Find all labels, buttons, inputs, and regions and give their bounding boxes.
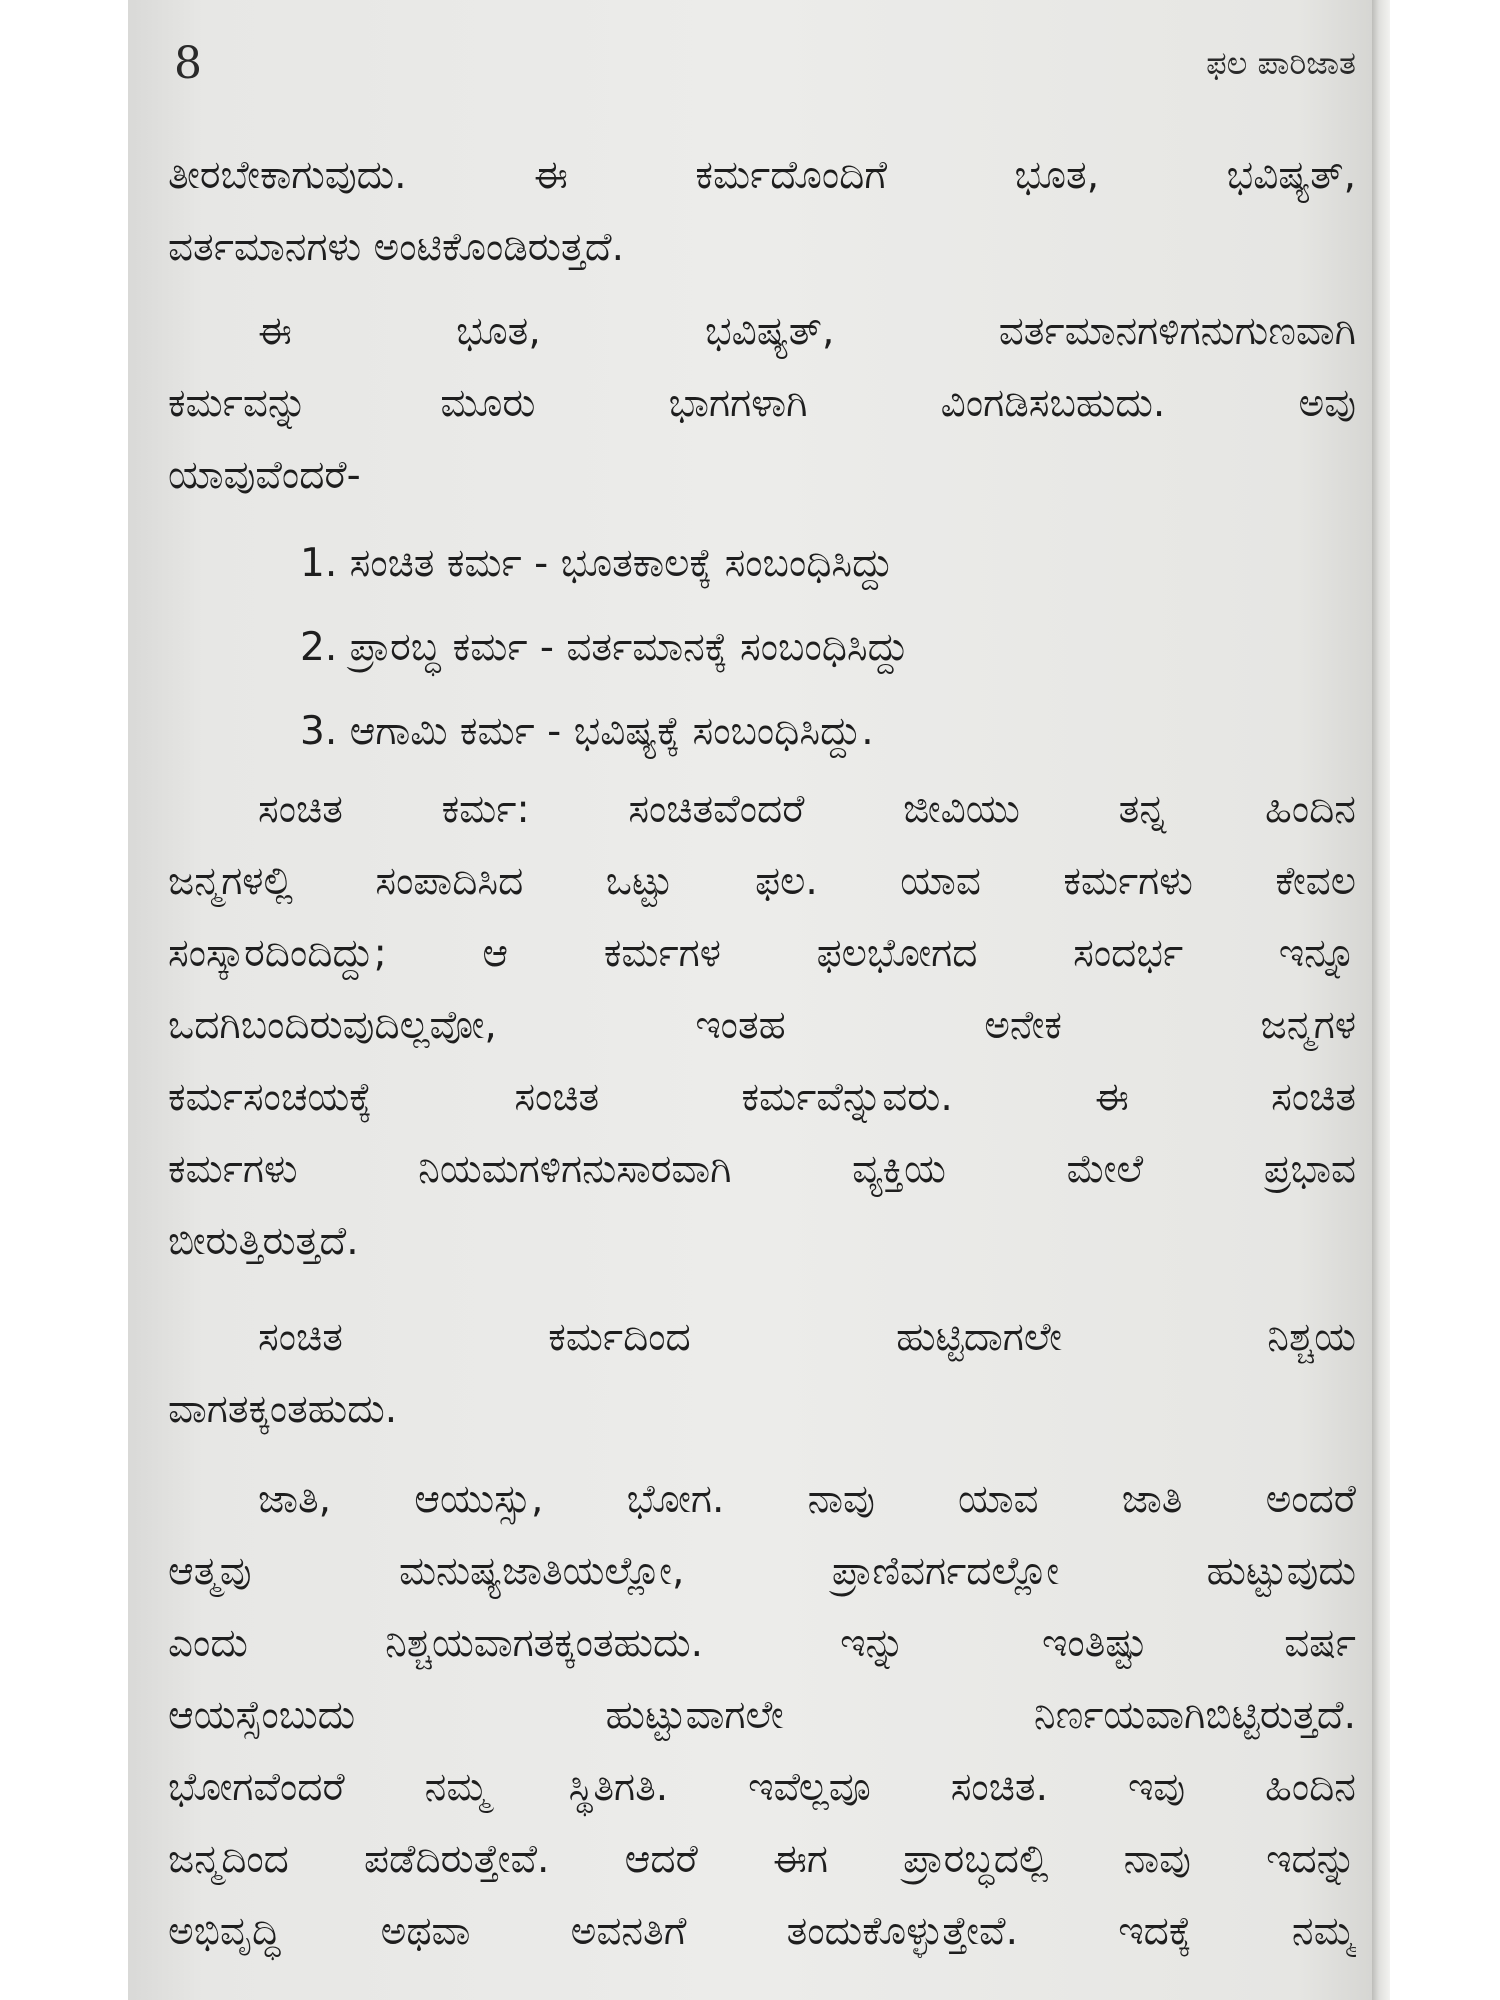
- text-line: ಜನ್ಮಗಳಲ್ಲಿ ಸಂಪಾದಿಸಿದ ಒಟ್ಟು ಫಲ. ಯಾವ ಕರ್ಮಗಳು ಕೇವಲ: [168, 859, 1356, 904]
- text-line: ಸಂಚಿತ ಕರ್ಮದಿಂದ ಹುಟ್ಟಿದಾಗಲೇ ನಿಶ್ಚಯ: [258, 1315, 1356, 1360]
- page-edge-shadow: [1372, 0, 1390, 2000]
- text-line: ಕರ್ಮವನ್ನು ಮೂರು ಭಾಗಗಳಾಗಿ ವಿಂಗಡಿಸಬಹುದು. ಅವು: [168, 381, 1356, 426]
- text-line: ಈ ಭೂತ, ಭವಿಷ್ಯತ್, ವರ್ತಮಾನಗಳಿಗನುಗುಣವಾಗಿ: [258, 309, 1356, 354]
- text-line: ಅಭಿವೃದ್ಧಿ ಅಥವಾ ಅವನತಿಗೆ ತಂದುಕೊಳ್ಳುತ್ತೇವೆ. ಇದಕ್ಕೆ ನಮ್ಮ: [168, 1909, 1356, 1954]
- text-line: ಒದಗಿಬಂದಿರುವುದಿಲ್ಲವೋ, ಇಂತಹ ಅನೇಕ ಜನ್ಮಗಳ: [168, 1003, 1356, 1048]
- text-line: ಆಯಸ್ಸೆಂಬುದು ಹುಟ್ಟುವಾಗಲೇ ನಿರ್ಣಯವಾಗಿಬಿಟ್ಟಿರುತ್ತದೆ.: [168, 1693, 1356, 1738]
- list-item: 1. ಸಂಚಿತ ಕರ್ಮ - ಭೂತಕಾಲಕ್ಕೆ ಸಂಬಂಧಿಸಿದ್ದು: [300, 541, 894, 586]
- text-line: ಸಂಚಿತ ಕರ್ಮ: ಸಂಚಿತವೆಂದರೆ ಜೀವಿಯು ತನ್ನ ಹಿಂದಿನ: [258, 787, 1356, 832]
- text-line: ಎಂದು ನಿಶ್ಚಯವಾಗತಕ್ಕಂತಹುದು. ಇನ್ನು ಇಂತಿಷ್ಟು ವರ್ಷ: [168, 1621, 1356, 1666]
- text-line: ಕರ್ಮಗಳು ನಿಯಮಗಳಿಗನುಸಾರವಾಗಿ ವ್ಯಕ್ತಿಯ ಮೇಲೆ ಪ್ರಭಾವ: [168, 1147, 1356, 1192]
- text-line: ಯಾವುವೆಂದರೆ-: [168, 453, 361, 498]
- list-item: 2. ಪ್ರಾರಬ್ಧ ಕರ್ಮ - ವರ್ತಮಾನಕ್ಕೆ ಸಂಬಂಧಿಸಿದ್ದು: [300, 625, 909, 670]
- text-line: ವಾಗತಕ್ಕಂತಹುದು.: [168, 1387, 398, 1432]
- text-line: ಜನ್ಮದಿಂದ ಪಡೆದಿರುತ್ತೇವೆ. ಆದರೆ ಈಗ ಪ್ರಾರಬ್ಧದಲ್ಲಿ ನಾವು ಇದನ್ನು: [168, 1837, 1356, 1882]
- text-line: ವರ್ತಮಾನಗಳು ಅಂಟಿಕೊಂಡಿರುತ್ತದೆ.: [168, 225, 624, 270]
- list-item: 3. ಆಗಾಮಿ ಕರ್ಮ - ಭವಿಷ್ಯಕ್ಕೆ ಸಂಬಂಧಿಸಿದ್ದು.: [300, 709, 874, 754]
- text-line: ಸಂಸ್ಕಾರದಿಂದಿದ್ದು; ಆ ಕರ್ಮಗಳ ಫಲಭೋಗದ ಸಂದರ್ಭ ಇನ್ನೂ: [168, 931, 1356, 976]
- page-header: [168, 38, 1356, 98]
- text-line: ಬೀರುತ್ತಿರುತ್ತದೆ.: [168, 1219, 359, 1264]
- book-page: [128, 0, 1372, 2000]
- text-line: ಭೋಗವೆಂದರೆ ನಮ್ಮ ಸ್ಥಿತಿಗತಿ. ಇವೆಲ್ಲವೂ ಸಂಚಿತ. ಇವು ಹಿಂದಿನ: [168, 1765, 1356, 1810]
- text-line: ಜಾತಿ, ಆಯುಸ್ಸು, ಭೋಗ. ನಾವು ಯಾವ ಜಾತಿ ಅಂದರೆ: [258, 1477, 1356, 1522]
- text-line: ಕರ್ಮಸಂಚಯಕ್ಕೆ ಸಂಚಿತ ಕರ್ಮವೆನ್ನುವರು. ಈ ಸಂಚಿತ: [168, 1075, 1356, 1120]
- page-number: 8: [174, 38, 202, 89]
- text-line: ತೀರಬೇಕಾಗುವುದು. ಈ ಕರ್ಮದೊಂದಿಗೆ ಭೂತ, ಭವಿಷ್ಯತ್,: [168, 153, 1356, 198]
- running-title: ಫಲ ಪಾರಿಜಾತ: [1206, 44, 1356, 82]
- text-line: ಆತ್ಮವು ಮನುಷ್ಯಜಾತಿಯಲ್ಲೋ, ಪ್ರಾಣಿವರ್ಗದಲ್ಲೋ ಹುಟ್ಟುವುದು: [168, 1549, 1356, 1594]
